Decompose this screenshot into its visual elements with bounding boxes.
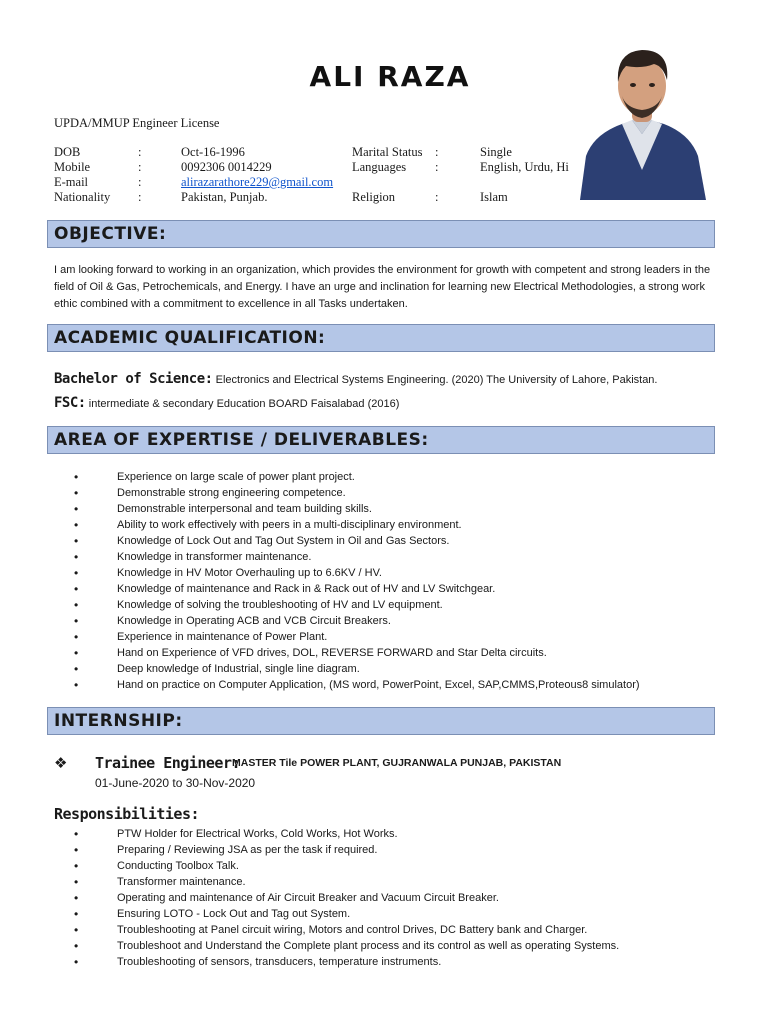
religion-separator: : — [435, 190, 439, 204]
bullet-icon: • — [74, 843, 79, 857]
bullet-icon: • — [74, 662, 79, 676]
bullet-icon: • — [74, 614, 79, 628]
fsc-degree: FSC: — [54, 395, 86, 411]
internship-role: Trainee Engineer: — [95, 754, 241, 772]
expertise-item — [0, 677, 768, 693]
bullet-icon: • — [74, 550, 79, 564]
bullet-icon: • — [74, 470, 79, 484]
responsibility-item — [0, 906, 768, 922]
qualification-fsc — [54, 395, 399, 411]
bullet-icon: • — [74, 827, 79, 841]
mobile-value: 0092306 0014229 — [181, 160, 272, 174]
expertise-item — [0, 517, 768, 533]
expertise-item — [0, 469, 768, 485]
bullet-icon: • — [74, 502, 79, 516]
expertise-item-text: Ability to work effectively with peers in a multi-disciplinary environment. — [117, 519, 462, 531]
responsibility-item — [0, 954, 768, 970]
internship-company: MASTER Tile POWER PLANT, GUJRANWALA PUNJAB, PAKISTAN — [232, 757, 562, 769]
expertise-item — [0, 565, 768, 581]
expertise-section-bar — [47, 426, 715, 454]
info-row-nationality — [54, 190, 574, 205]
qualification-bsc — [54, 371, 657, 387]
mobile-label: Mobile — [54, 160, 91, 174]
responsibility-item-text: Troubleshooting at Panel circuit wiring, Motors and control Drives, DC Battery bank and Charger. — [117, 924, 588, 936]
religion-label: Religion — [352, 190, 396, 204]
expertise-item-text: Demonstrable strong engineering competence. — [117, 487, 346, 499]
profile-photo — [572, 38, 710, 200]
bullet-icon: • — [74, 859, 79, 873]
expertise-item-text: Knowledge of maintenance and Rack in & Rack out of HV and LV Switchgear. — [117, 583, 496, 595]
bullet-icon: • — [74, 598, 79, 612]
email-separator: : — [138, 175, 142, 189]
responsibility-item — [0, 922, 768, 938]
diamond-bullet-icon: ❖ — [54, 755, 68, 772]
responsibility-item — [0, 938, 768, 954]
bullet-icon: • — [74, 534, 79, 548]
bullet-icon: • — [74, 939, 79, 953]
languages-label: Languages — [352, 160, 407, 174]
expertise-item — [0, 533, 768, 549]
expertise-item-text: Hand on practice on Computer Application, (MS word, PowerPoint, Excel, SAP,CMMS,Proteous8 simulator) — [117, 679, 640, 691]
responsibility-item — [0, 842, 768, 858]
dob-separator: : — [138, 145, 142, 159]
expertise-item-text: Knowledge in transformer maintenance. — [117, 551, 312, 563]
bullet-icon: • — [74, 566, 79, 580]
responsibility-item-text: Operating and maintenance of Air Circuit Breaker and Vacuum Circuit Breaker. — [117, 892, 499, 904]
license-line: UPDA/MMUP Engineer License — [54, 116, 220, 130]
bullet-icon: • — [74, 678, 79, 692]
fsc-detail: intermediate & secondary Education BOARD Faisalabad (2016) — [88, 398, 400, 410]
languages-separator: : — [435, 160, 439, 174]
expertise-item — [0, 501, 768, 517]
bullet-icon: • — [74, 486, 79, 500]
expertise-item-text: Knowledge of solving the troubleshooting of HV and LV equipment. — [117, 599, 443, 611]
expertise-item — [0, 581, 768, 597]
expertise-item-text: Hand on Experience of VFD drives, DOL, REVERSE FORWARD and Star Delta circuits. — [117, 647, 547, 659]
expertise-item-text: Demonstrable interpersonal and team building skills. — [117, 503, 372, 515]
responsibilities-heading: Responsibilities: — [54, 805, 200, 823]
nationality-label: Nationality — [54, 190, 111, 204]
profile-photo-image — [572, 38, 710, 200]
mobile-separator: : — [138, 160, 142, 174]
responsibility-item-text: Transformer maintenance. — [117, 876, 246, 888]
responsibility-item — [0, 826, 768, 842]
expertise-item-text: Knowledge of Lock Out and Tag Out System in Oil and Gas Sectors. — [117, 535, 450, 547]
expertise-item-text: Experience in maintenance of Power Plant. — [117, 631, 328, 643]
candidate-name: ALI RAZA — [309, 60, 471, 93]
expertise-item — [0, 629, 768, 645]
objective-section-bar — [47, 220, 715, 248]
internship-section-bar — [47, 707, 715, 735]
info-row-email — [54, 175, 574, 190]
dob-value: Oct-16-1996 — [181, 145, 245, 159]
marital-status-value: Single — [480, 145, 512, 159]
expertise-item-text: Knowledge in HV Motor Overhauling up to 6.6KV / HV. — [117, 567, 382, 579]
marital-status-separator: : — [435, 145, 439, 159]
bullet-icon: • — [74, 955, 79, 969]
expertise-item — [0, 485, 768, 501]
responsibility-item-text: Ensuring LOTO - Lock Out and Tag out System. — [117, 908, 351, 920]
personal-info — [54, 145, 574, 205]
email-link[interactable]: alirazarathore229@gmail.com — [181, 175, 334, 189]
responsibility-item — [0, 890, 768, 906]
dob-label: DOB — [54, 145, 81, 159]
academic-section-bar — [47, 324, 715, 352]
expertise-item — [0, 597, 768, 613]
responsibility-item-text: Troubleshoot and Understand the Complete plant process and its control as well as operating Systems. — [117, 940, 620, 952]
bullet-icon: • — [74, 646, 79, 660]
expertise-item — [0, 613, 768, 629]
bullet-icon: • — [74, 907, 79, 921]
responsibility-item-text: PTW Holder for Electrical Works, Cold Works, Hot Works. — [117, 828, 398, 840]
responsibility-item-text: Troubleshooting of sensors, transducers, temperature instruments. — [117, 956, 442, 968]
internship-heading: INTERNSHIP: — [54, 711, 183, 731]
expertise-item — [0, 549, 768, 565]
languages-value: English, Urdu, Hi — [480, 160, 569, 174]
responsibility-item — [0, 874, 768, 890]
responsibility-item-text: Conducting Toolbox Talk. — [117, 860, 239, 872]
expertise-item-text: Experience on large scale of power plant project. — [117, 471, 355, 483]
expertise-list — [0, 469, 768, 693]
bullet-icon: • — [74, 630, 79, 644]
info-row-mobile — [54, 160, 574, 175]
bsc-degree: Bachelor of Science: — [54, 371, 213, 387]
bullet-icon: • — [74, 582, 79, 596]
responsibility-item-text: Preparing / Reviewing JSA as per the task if required. — [117, 844, 378, 856]
email-label: E-mail — [54, 175, 89, 189]
info-row-dob — [54, 145, 574, 160]
academic-heading: ACADEMIC QUALIFICATION: — [54, 328, 326, 348]
marital-status-label: Marital Status — [352, 145, 423, 159]
bullet-icon: • — [74, 923, 79, 937]
responsibilities-list — [0, 826, 768, 986]
expertise-heading: AREA OF EXPERTISE / DELIVERABLES: — [54, 430, 429, 450]
bullet-icon: • — [74, 875, 79, 889]
nationality-separator: : — [138, 190, 142, 204]
religion-value: Islam — [480, 190, 508, 204]
objective-heading: OBJECTIVE: — [54, 224, 167, 244]
responsibility-item — [0, 858, 768, 874]
expertise-item-text: Knowledge in Operating ACB and VCB Circuit Breakers. — [117, 615, 391, 627]
objective-text: I am looking forward to working in an organization, which provides the environment for growth with competent and strong leaders in the field of Oil & Gas, Petrochemicals, and Energy. I have an urge and inclination for learning new Electrical Methodologies, a strong work ethic combined with a commitment to excellence in all Tasks undertaken. — [54, 264, 711, 310]
nationality-value: Pakistan, Punjab. — [181, 190, 268, 204]
bsc-detail: Electronics and Electrical Systems Engineering. (2020) The University of Lahore, Pakistan. — [215, 374, 658, 386]
expertise-item — [0, 661, 768, 677]
internship-dates: 01-June-2020 to 30-Nov-2020 — [95, 776, 256, 790]
bullet-icon: • — [74, 891, 79, 905]
expertise-item-text: Deep knowledge of Industrial, single line diagram. — [117, 663, 360, 675]
bullet-icon: • — [74, 518, 79, 532]
expertise-item — [0, 645, 768, 661]
